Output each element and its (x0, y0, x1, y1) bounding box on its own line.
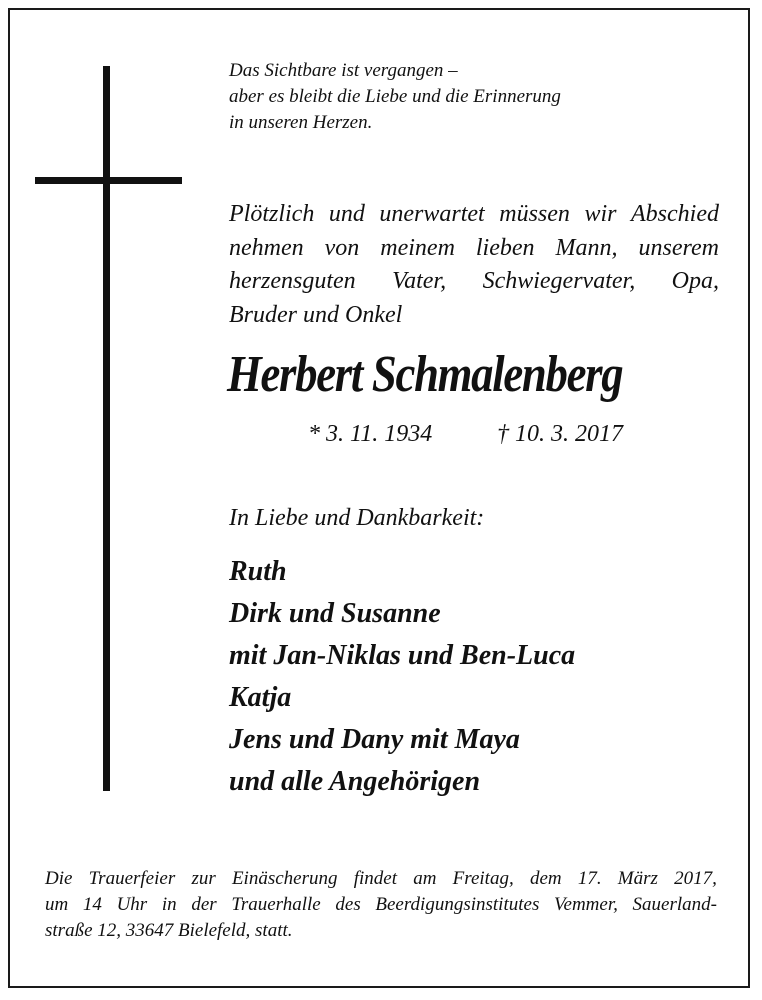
word: am (413, 868, 437, 889)
service-line: straße 12, 33647 Bielefeld, statt. (45, 920, 293, 941)
word: von (324, 234, 360, 261)
thanks-line: In Liebe und Dankbarkeit: (229, 505, 485, 531)
word: Trauerhalle (231, 894, 321, 915)
death-date: † 10. 3. 2017 (497, 421, 623, 447)
mourner-line: Jens und Dany mit Maya (229, 724, 520, 755)
service-line (45, 866, 717, 892)
cross-horizontal-bar (35, 177, 182, 184)
word: Schwiegervater, (482, 268, 636, 294)
word: Die (45, 868, 73, 889)
word: Mann, (555, 234, 618, 261)
word: Sauerland- (632, 894, 717, 915)
word: 2017, (674, 868, 717, 889)
word: herzensguten (229, 268, 356, 294)
memorial-quote (229, 58, 649, 136)
service-line (45, 892, 717, 918)
word: lieben (475, 234, 535, 261)
word: dem (529, 868, 562, 889)
word: unserem (638, 234, 719, 261)
word: wir (584, 201, 617, 227)
announcement-line (229, 198, 719, 232)
word: Trauerfeier (88, 868, 176, 889)
quote-line: Das Sichtbare ist vergangen – (229, 60, 458, 81)
word: des (335, 894, 361, 915)
word: 14 (82, 894, 102, 915)
word: Beerdigungsinstitutes (375, 894, 540, 915)
deceased-name: Herbert Schmalenberg (227, 346, 623, 403)
funeral-service-info (45, 866, 717, 944)
word: müssen (499, 201, 570, 227)
quote-line: aber es bleibt die Liebe und die Erinnerung (229, 86, 561, 107)
mourner-line: und alle Angehörigen (229, 766, 481, 797)
word: Plötzlich (229, 201, 315, 227)
announcement-line: Bruder und Onkel (229, 301, 403, 328)
birth-date: * 3. 11. 1934 (308, 421, 433, 447)
word: Abschied (631, 201, 719, 227)
word: Opa, (671, 268, 719, 294)
word: Freitag, (452, 868, 514, 889)
word: Uhr (116, 894, 148, 915)
word: März (617, 868, 658, 889)
word: zur (191, 868, 216, 889)
announcement-text (229, 198, 719, 332)
word: in (161, 894, 177, 915)
notice-border (8, 8, 750, 988)
announcement-line (229, 232, 719, 266)
word: um (45, 894, 69, 915)
word: findet (353, 868, 397, 889)
mourner-line: Katja (229, 682, 292, 713)
word: 17. (577, 868, 602, 889)
mourners-list (229, 551, 729, 803)
quote-line: in unseren Herzen. (229, 112, 373, 133)
word: unerwartet (379, 201, 485, 227)
mourner-line: Ruth (229, 556, 287, 587)
word: nehmen (229, 234, 304, 261)
word: und (328, 201, 365, 227)
mourner-line: mit Jan-Niklas und Ben-Luca (229, 640, 576, 671)
word: Vater, (392, 268, 447, 294)
word: Vemmer, (554, 894, 618, 915)
cross-vertical-bar (103, 66, 110, 791)
mourner-line: Dirk und Susanne (229, 598, 441, 629)
word: Einäscherung (231, 868, 338, 889)
word: der (191, 894, 217, 915)
word: meinem (380, 234, 455, 261)
announcement-line (229, 265, 719, 299)
